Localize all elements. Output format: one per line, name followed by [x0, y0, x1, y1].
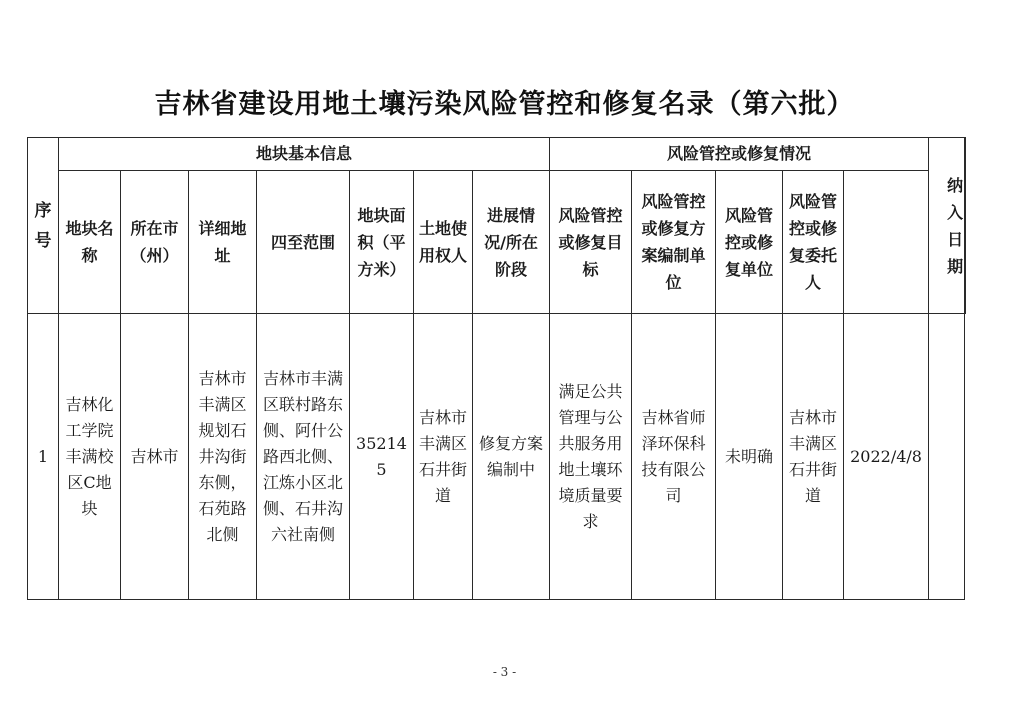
cell-city: 吉林市	[121, 314, 189, 600]
group-header-basic-info: 地块基本信息	[59, 138, 550, 171]
cell-date: 2022/4/8	[844, 314, 929, 600]
register-table	[27, 137, 966, 600]
cell-area: 352145	[350, 314, 414, 600]
group-header-row	[28, 138, 966, 171]
cell-owner: 吉林市丰满区石井街道	[414, 314, 473, 600]
cell-exec-unit: 未明确	[716, 314, 783, 600]
col-header-remarks	[965, 138, 966, 314]
group-header-remediation: 风险管控或修复情况	[550, 138, 929, 171]
cell-address: 吉林市丰满区规划石井沟街东侧，石苑路北侧	[189, 314, 257, 600]
table-row	[28, 314, 966, 600]
document-title: 吉林省建设用地土壤污染风险管控和修复名录（第六批）	[154, 89, 855, 120]
cell-plot-name: 吉林化工学院丰满校区C地块	[59, 314, 121, 600]
column-header-row	[28, 171, 966, 314]
col-header-area: 地块面积（平方米）	[350, 171, 414, 314]
page-number: - 3 -	[492, 665, 517, 679]
col-header-exec-unit: 风险管控或修复单位	[716, 171, 783, 314]
cell-seq: 1	[28, 314, 59, 600]
col-header-client: 风险管控或修复委托人	[783, 171, 844, 314]
cell-plan-unit: 吉林省师泽环保科技有限公司	[632, 314, 716, 600]
col-header-target: 风险管控或修复目标	[550, 171, 632, 314]
col-header-date: 纳入日期	[929, 138, 965, 314]
cell-remarks	[929, 314, 965, 600]
col-header-plot-name: 地块名称	[59, 171, 121, 314]
col-header-progress: 进展情况/所在阶段	[473, 171, 550, 314]
cell-target: 满足公共管理与公共服务用地土壤环境质量要求	[550, 314, 632, 600]
col-header-address: 详细地址	[189, 171, 257, 314]
cell-progress: 修复方案编制中	[473, 314, 550, 600]
cell-client: 吉林市丰满区石井街道	[783, 314, 844, 600]
col-header-owner: 土地使用权人	[414, 171, 473, 314]
cell-boundary: 吉林市丰满区联村路东侧、阿什公路西北侧、江炼小区北侧、石井沟六社南侧	[257, 314, 350, 600]
col-header-plan-unit: 风险管控或修复方案编制单位	[632, 171, 716, 314]
col-header-boundary: 四至范围	[257, 171, 350, 314]
col-header-city: 所在市（州）	[121, 171, 189, 314]
col-header-seq: 序号	[28, 138, 59, 314]
